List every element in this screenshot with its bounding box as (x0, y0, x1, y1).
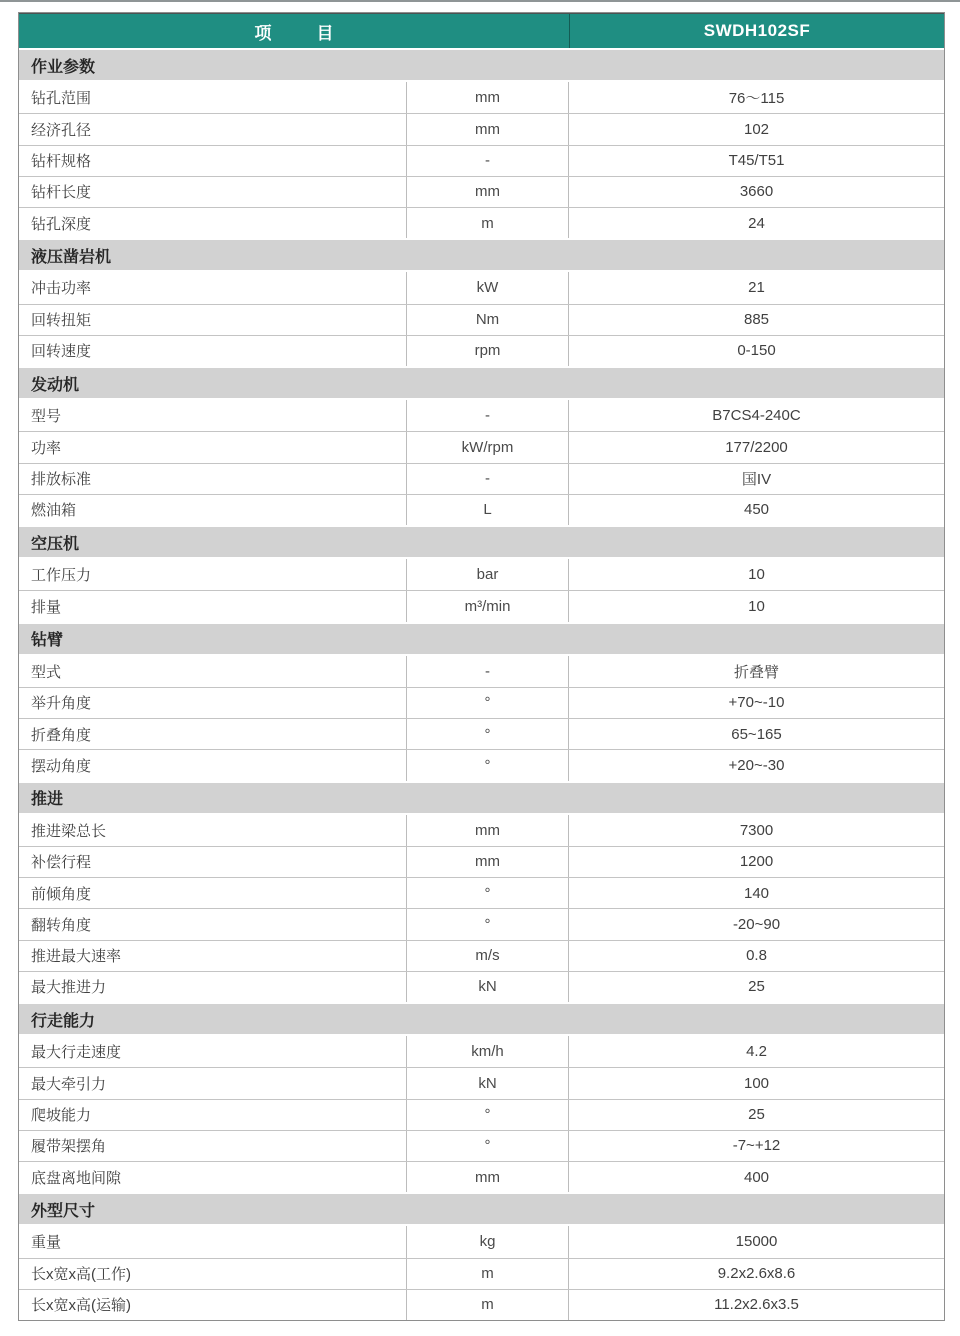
param-value-cell: T45/T51 (728, 152, 785, 170)
table-body (19, 48, 944, 1320)
param-unit-cell: m (406, 1290, 569, 1320)
param-value-cell: -7~+12 (732, 1137, 781, 1155)
table-row (19, 1226, 944, 1257)
param-value-cell: 0-150 (737, 342, 776, 360)
param-value-cell: 25 (748, 978, 765, 996)
param-value-cell: 450 (743, 501, 770, 519)
param-value-cell: 102 (743, 120, 770, 138)
param-name-cell: 摆动角度 (31, 757, 92, 775)
param-value-cell: 10 (748, 566, 765, 584)
param-value-cell: 3660 (739, 183, 774, 201)
param-name-cell: 工作压力 (31, 567, 92, 585)
param-unit-cell: ° (406, 909, 569, 939)
param-unit-cell: m³/min (406, 591, 569, 621)
param-value-cell: 11.2x2.6x3.5 (714, 1296, 799, 1314)
table-row (19, 1099, 944, 1130)
param-unit-cell: kg (406, 1226, 569, 1257)
column-header-model: SWDH102SF (569, 14, 944, 48)
param-name-cell: 燃油箱 (31, 502, 77, 520)
param-value-cell: 7300 (739, 821, 774, 839)
param-name-cell: 功率 (31, 439, 62, 457)
param-value-cell: 885 (743, 311, 770, 329)
table-row (19, 113, 944, 144)
table-row (19, 815, 944, 846)
param-value-cell: 21 (748, 279, 765, 297)
section-header-8 (19, 1192, 944, 1226)
param-name-cell: 钻杆规格 (31, 153, 92, 171)
spec-table (18, 12, 945, 1321)
table-row (19, 940, 944, 971)
param-name-cell: 钻杆长度 (31, 184, 92, 202)
table-row (19, 431, 944, 462)
table-row (19, 877, 944, 908)
table-row (19, 1067, 944, 1098)
table-row (19, 559, 944, 590)
param-unit-cell: ° (406, 750, 569, 780)
param-value-cell: 177/2200 (725, 438, 788, 456)
param-name-cell: 型号 (31, 408, 62, 426)
table-row (19, 687, 944, 718)
param-unit-cell: ° (406, 719, 569, 749)
param-unit-cell: - (406, 464, 569, 494)
param-unit-cell: mm (406, 815, 569, 846)
section-header-1 (19, 48, 944, 82)
column-header-item: 项 目 (254, 23, 348, 43)
param-name-cell: 型式 (31, 663, 62, 681)
param-unit-cell: - (406, 656, 569, 687)
table-row (19, 749, 944, 780)
param-unit-cell: mm (406, 847, 569, 877)
table-row (19, 908, 944, 939)
page-top-divider (0, 0, 960, 2)
param-unit-cell: mm (406, 177, 569, 207)
table-header-row (19, 13, 944, 48)
table-row (19, 82, 944, 113)
section-title: 发动机 (31, 376, 80, 394)
table-row (19, 335, 944, 366)
table-row (19, 1036, 944, 1067)
param-unit-cell: rpm (406, 336, 569, 366)
table-row (19, 463, 944, 494)
param-value-cell: -20~90 (732, 915, 781, 933)
section-header-7 (19, 1002, 944, 1036)
param-unit-cell: - (406, 400, 569, 431)
param-value-cell: +70~-10 (728, 694, 785, 712)
param-name-cell: 推进最大速率 (31, 948, 122, 966)
param-value-cell: 0.8 (746, 947, 767, 965)
param-name-cell: 重量 (31, 1234, 62, 1252)
table-row (19, 400, 944, 431)
param-name-cell: 爬坡能力 (31, 1107, 92, 1125)
section-title: 钻臂 (31, 632, 64, 649)
param-unit-cell: L (406, 495, 569, 525)
table-row (19, 176, 944, 207)
param-value-cell: 100 (743, 1074, 770, 1092)
param-name-cell: 长x宽x高(运输) (31, 1297, 131, 1315)
param-value-cell: 折叠臂 (733, 663, 779, 681)
param-name-cell: 补偿行程 (31, 854, 92, 872)
param-name-cell: 前倾角度 (31, 885, 92, 903)
section-header-2 (19, 238, 944, 272)
param-value-cell: 140 (743, 884, 770, 902)
param-unit-cell: mm (406, 82, 569, 113)
section-title: 空压机 (31, 535, 80, 553)
param-unit-cell: km/h (406, 1036, 569, 1067)
param-value-cell: 国IV (741, 471, 772, 489)
param-name-cell: 推进梁总长 (31, 822, 107, 840)
param-name-cell: 最大牵引力 (31, 1075, 107, 1093)
table-row (19, 590, 944, 621)
param-name-cell: 折叠角度 (31, 726, 92, 744)
param-unit-cell: m (406, 208, 569, 238)
table-row (19, 846, 944, 877)
param-value-cell: 76～115 (728, 90, 785, 108)
param-name-cell: 钻孔范围 (31, 90, 92, 108)
param-name-cell: 长x宽x高(工作) (31, 1266, 131, 1284)
param-value-cell: 24 (748, 214, 765, 232)
param-name-cell: 举升角度 (31, 695, 92, 713)
table-row (19, 494, 944, 525)
param-name-cell: 最大行走速度 (31, 1044, 122, 1062)
param-unit-cell: ° (406, 1131, 569, 1161)
param-value-cell: +20~-30 (728, 756, 785, 774)
param-value-cell: 10 (748, 597, 765, 615)
param-unit-cell: mm (406, 1162, 569, 1192)
param-unit-cell: kN (406, 1068, 569, 1098)
param-name-cell: 冲击功率 (31, 280, 92, 298)
param-unit-cell: kN (406, 972, 569, 1002)
section-header-3 (19, 366, 944, 400)
table-row (19, 1161, 944, 1192)
section-title: 液压凿岩机 (31, 248, 112, 266)
section-header-4 (19, 525, 944, 559)
param-name-cell: 回转速度 (31, 343, 92, 361)
param-unit-cell: mm (406, 114, 569, 144)
table-row (19, 272, 944, 303)
param-unit-cell: Nm (406, 305, 569, 335)
param-name-cell: 排放标准 (31, 471, 92, 489)
param-unit-cell: kW (406, 272, 569, 303)
param-value-cell: 4.2 (746, 1043, 767, 1061)
param-name-cell: 钻孔深度 (31, 215, 92, 233)
param-unit-cell: m (406, 1259, 569, 1289)
param-unit-cell: ° (406, 878, 569, 908)
table-row (19, 1130, 944, 1161)
param-value-cell: 25 (748, 1106, 765, 1124)
param-unit-cell: m/s (406, 941, 569, 971)
section-title: 作业参数 (31, 58, 96, 76)
table-row (19, 304, 944, 335)
param-name-cell: 最大推进力 (31, 979, 107, 997)
param-unit-cell: ° (406, 688, 569, 718)
param-name-cell: 底盘离地间隙 (31, 1169, 122, 1187)
table-row (19, 207, 944, 238)
param-name-cell: 回转扭矩 (31, 312, 92, 330)
param-unit-cell: kW/rpm (406, 432, 569, 462)
table-row (19, 656, 944, 687)
param-value-cell: 9.2x2.6x8.6 (717, 1265, 796, 1283)
section-title: 行走能力 (31, 1012, 96, 1030)
param-name-cell: 翻转角度 (31, 916, 92, 934)
table-row (19, 1258, 944, 1289)
table-row (19, 145, 944, 176)
section-title: 推进 (31, 791, 64, 808)
param-value-cell: B7CS4-240C (712, 407, 801, 425)
param-unit-cell: ° (406, 1100, 569, 1130)
section-title: 外型尺寸 (31, 1202, 96, 1220)
param-unit-cell: bar (406, 559, 569, 590)
table-row (19, 971, 944, 1002)
param-value-cell: 400 (743, 1168, 770, 1186)
section-header-5 (19, 622, 944, 656)
param-unit-cell: - (406, 146, 569, 176)
param-value-cell: 65~165 (731, 725, 782, 743)
param-name-cell: 履带架摆角 (31, 1138, 107, 1156)
table-row (19, 1289, 944, 1320)
table-row (19, 718, 944, 749)
section-header-6 (19, 781, 944, 815)
param-name-cell: 排量 (31, 598, 62, 616)
param-value-cell: 15000 (735, 1233, 778, 1251)
param-name-cell: 经济孔径 (31, 121, 92, 139)
param-value-cell: 1200 (739, 853, 774, 871)
